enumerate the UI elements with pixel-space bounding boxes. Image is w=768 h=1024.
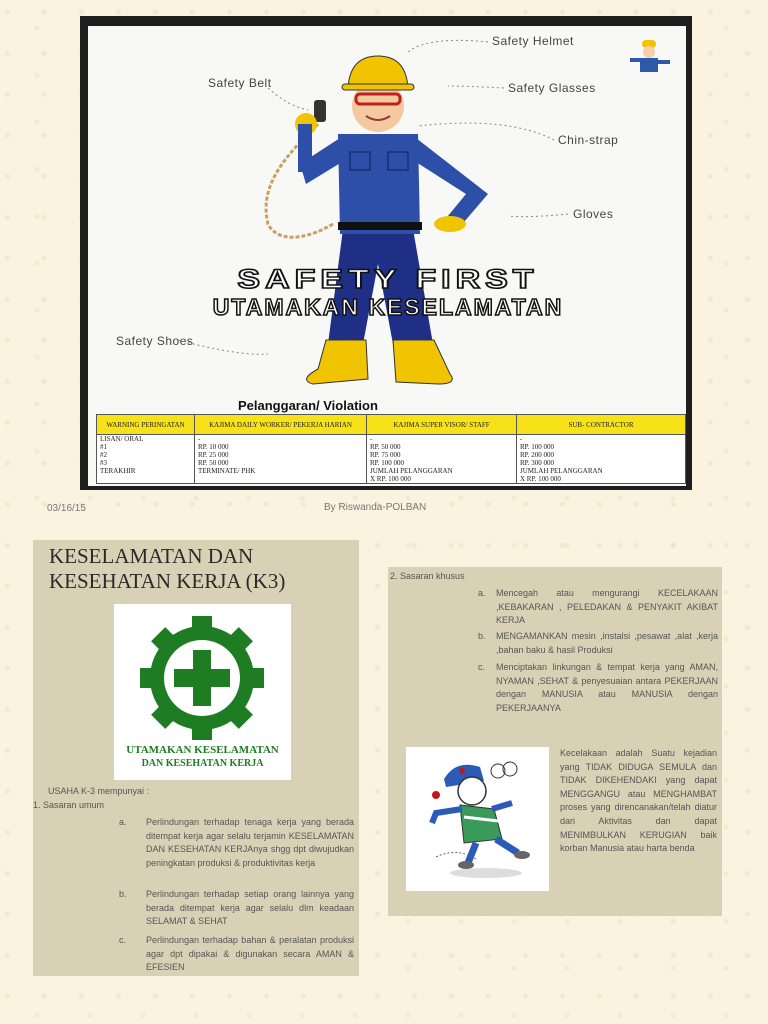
- table-cell: -: [517, 435, 686, 444]
- table-cell: JUMLAH PELANGGARAN: [517, 467, 686, 475]
- mini-worker-icon: [626, 38, 676, 78]
- item-text-a: Mencegah atau mengurangi KECELAKAAN ,KEBAKARAN , PELEDAKAN & PENYAKIT AKIBAT KERJA: [496, 588, 718, 625]
- table-cell: TERAKHIR: [97, 467, 195, 475]
- item-text-c: Perlindungan terhadap bahan & peralatan produksi agar dpt dipakai & digunakan secara AMAN & EFESIEN: [146, 935, 354, 972]
- table-cell: [195, 475, 367, 484]
- poster-title-utamakan: UTAMAKAN KESELAMATAN: [212, 294, 564, 320]
- falling-worker-icon: [406, 747, 549, 891]
- table-cell: #2: [97, 451, 195, 459]
- label-safety-helmet: Safety Helmet: [492, 34, 574, 48]
- worker-figure-illustration: [238, 44, 518, 394]
- item-letter: b.: [119, 889, 127, 899]
- label-gloves: Gloves: [573, 207, 614, 221]
- table-row: [97, 459, 686, 467]
- table-cell: RP. 50 000: [195, 459, 367, 467]
- table-row: [97, 435, 686, 444]
- table-cell: RP. 10 000: [195, 443, 367, 451]
- poster-title-safety-first: SAFETY FIRST: [237, 263, 539, 295]
- logo-caption-2: DAN KESEHATAN KERJA: [141, 758, 264, 769]
- item-text-a: Perlindungan terhadap tenaga kerja yang berada ditempat kerja agar selalu terjamin KESELAMATAN DAN KESEHATAN KERJAnya shgg dpt diwujudkan peningkatan produksi & produktivitas kerja: [146, 817, 354, 868]
- label-safety-belt: Safety Belt: [208, 76, 272, 90]
- slide-k3-left: [33, 540, 359, 976]
- table-cell: RP. 75 000: [367, 451, 517, 459]
- table-cell: RP. 100 000: [367, 459, 517, 467]
- table-cell: RP. 25 000: [195, 451, 367, 459]
- intro-text: USAHA K-3 mempunyai :: [48, 786, 150, 796]
- safety-poster-image: [80, 16, 692, 490]
- definition-kecelakaan: Kecelakaan adalah Suatu kejadian yang TIDAK DIDUGA SEMULA dan TIDAK DIKEHENDAKI yang dapat MENGGANGU atau MENGHAMBAT proses yang direncanakan/telah diatur dari Aktivitas dan dapat MENIMBULKAN KERUGIAN baik korban Manusia atau harta benda: [560, 748, 717, 854]
- logo-caption-1: UTAMAKAN KESELAMATAN: [126, 744, 279, 756]
- label-safety-glasses: Safety Glasses: [508, 81, 596, 95]
- label-safety-shoes: Safety Shoes: [116, 334, 194, 348]
- slide-title: [49, 544, 349, 594]
- k3-logo: [114, 604, 291, 780]
- table-cell: -: [367, 435, 517, 444]
- table-cell: #3: [97, 459, 195, 467]
- item-letter: b.: [478, 631, 486, 641]
- table-cell: TERMINATE/ PHK: [195, 467, 367, 475]
- violation-title: Pelanggaran/ Violation: [238, 398, 378, 413]
- table-cell: #1: [97, 443, 195, 451]
- table-cell: RP. 100 000: [517, 443, 686, 451]
- item-letter: a.: [478, 588, 486, 598]
- table-row: [97, 467, 686, 475]
- table-row: [97, 475, 686, 484]
- item-letter: c.: [119, 935, 127, 945]
- slide-k3-right: [388, 567, 722, 916]
- table-cell: X RP. 100 000: [517, 475, 686, 484]
- accident-cartoon: [406, 747, 549, 891]
- table-cell: RP. 50 000: [367, 443, 517, 451]
- table-cell: LISAN/ ORAL: [97, 435, 195, 444]
- table-row: [97, 443, 686, 451]
- slide-title-line-1: KESELAMATAN DAN: [49, 544, 254, 568]
- table-cell: -: [195, 435, 367, 444]
- table-row: [97, 451, 686, 459]
- item-letter: c.: [478, 662, 486, 672]
- footer-date: 03/16/15: [47, 503, 86, 514]
- item-text-b: Perlindungan terhadap setiap orang lainnya yang berada ditempat kerja agar selalu dlm keadaan SELAMAT & SEHAT: [146, 889, 354, 926]
- table-header: KAJIMA SUPER VISOR/ STAFF: [367, 415, 517, 435]
- slide-title-line-2: KESEHATAN KERJA (K3): [49, 569, 286, 593]
- label-chin-strap: Chin-strap: [558, 133, 619, 147]
- violation-table: [96, 414, 686, 484]
- table-cell: X RP. 100 000: [367, 475, 517, 484]
- item-letter: a.: [119, 817, 127, 827]
- poster-paper: [88, 26, 686, 486]
- table-cell: JUMLAH PELANGGARAN: [367, 467, 517, 475]
- table-cell: [97, 475, 195, 484]
- table-cell: RP. 300 000: [517, 459, 686, 467]
- section-sasaran-umum: 1. Sasaran umum: [33, 800, 105, 810]
- table-header: SUB- CONTRACTOR: [517, 415, 686, 435]
- item-text-b: MENGAMANKAN mesin ,instalsi ,pesawat ,alat ,kerja ,bahan baku & hasil Produksi: [496, 631, 718, 655]
- table-header: KAJIMA DAILY WORKER/ PEKERJA HARIAN: [195, 415, 367, 435]
- item-text-c: Menciptakan linkungan & tempat kerja yang AMAN, NYAMAN ,SEHAT & penyesuaian antara PEKERJAAN dengan MANUSIA atau MANUSIA dengan PEKERJAANYA: [496, 662, 718, 713]
- section-sasaran-khusus: 2. Sasaran khusus: [390, 571, 465, 581]
- table-header: WARNING PERINGATAN: [97, 415, 195, 435]
- table-cell: RP. 200 000: [517, 451, 686, 459]
- footer-author: By Riswanda-POLBAN: [324, 502, 427, 513]
- gear-cross-icon: [137, 616, 267, 740]
